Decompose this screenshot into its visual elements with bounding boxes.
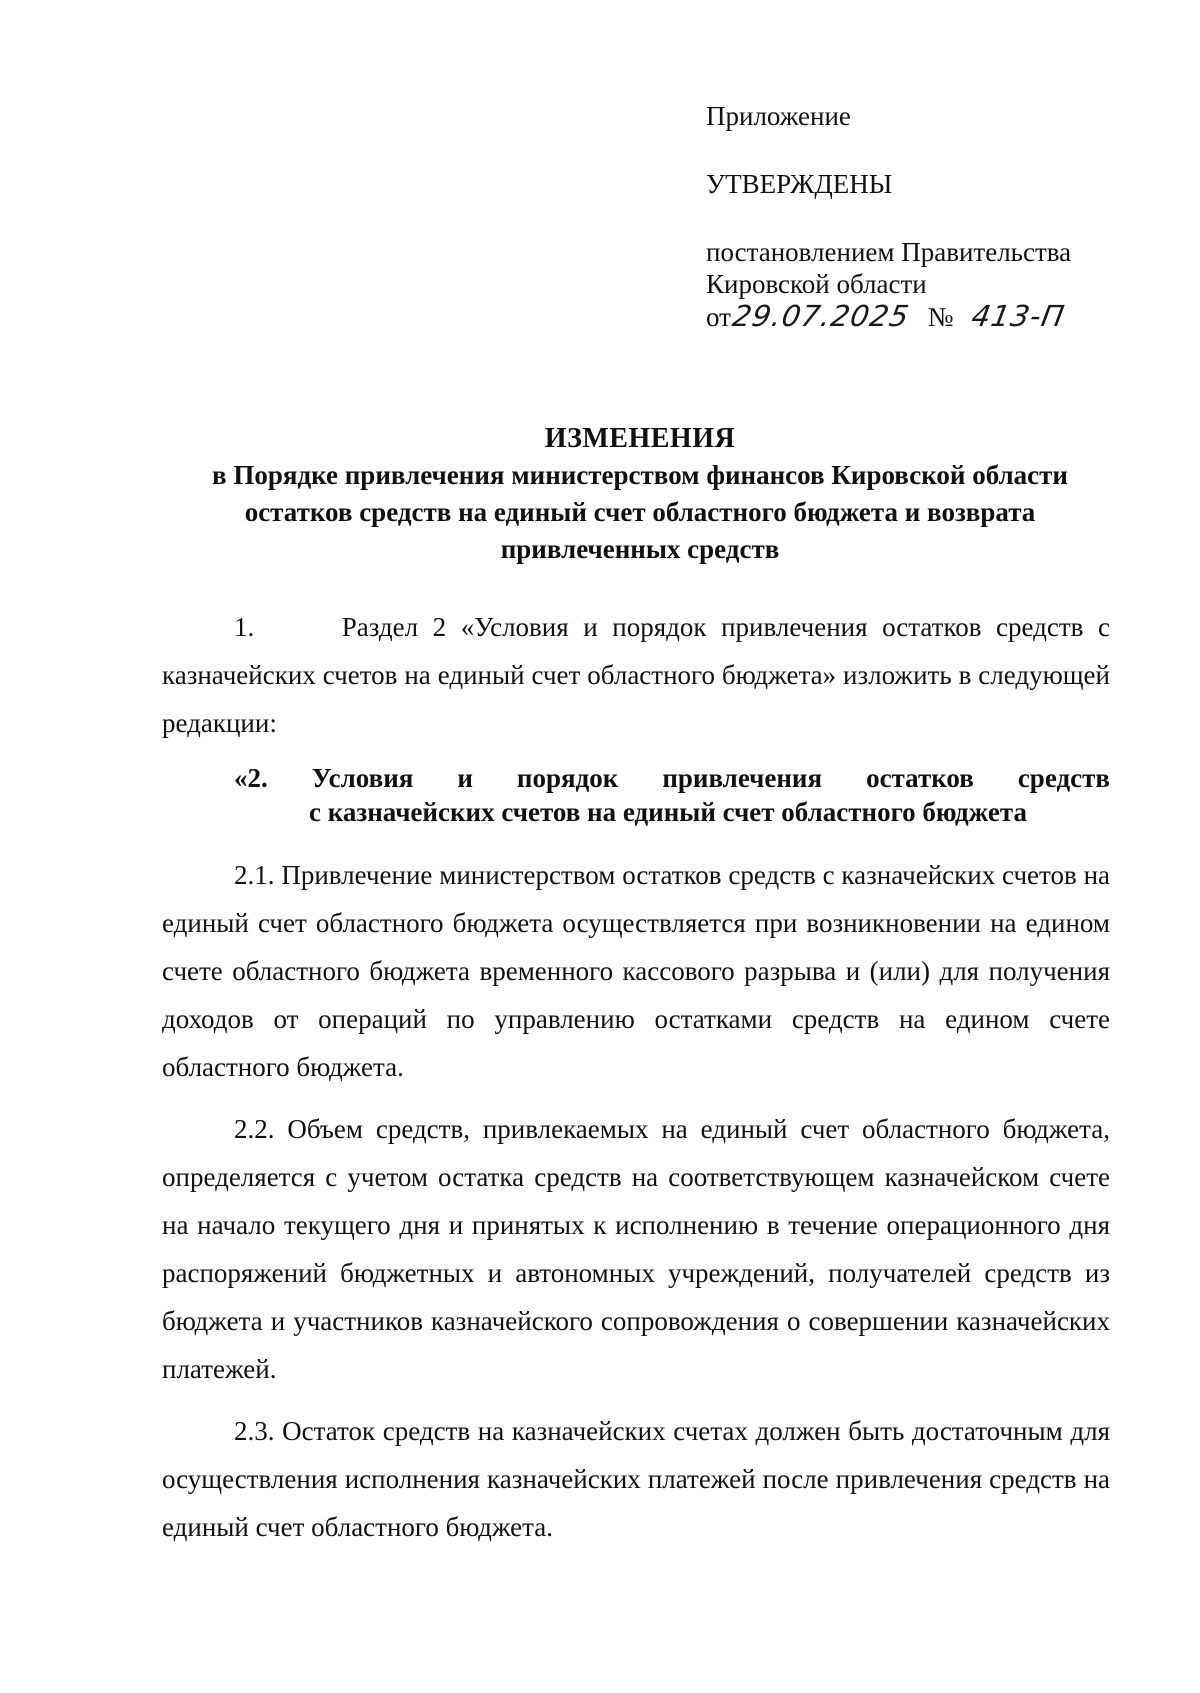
document-title: [140, 420, 1140, 568]
approval-stamp-block: [706, 100, 1146, 333]
date-prefix: от: [706, 302, 731, 332]
paragraph-2-3: 2.3. Остаток средств на казначейских счетах должен быть достаточным для осуществления исполнения казначейских платежей после привлечения средств на единый счет областного бюджета.: [162, 1416, 1110, 1542]
section-word: и: [457, 763, 473, 793]
document-body: [162, 603, 1117, 1551]
section-word: привлечения: [662, 763, 823, 793]
decree-line-2: Кировской области: [706, 269, 927, 299]
title-main: ИЗМЕНЕНИЯ: [544, 423, 736, 454]
decree-date-number: [706, 300, 1146, 333]
number-sign: №: [927, 302, 954, 332]
handwritten-number: 413-П: [968, 299, 1068, 333]
title-line-2: остатков средств на единый счет областного бюджета и возврата: [244, 497, 1036, 527]
title-line-1: в Порядке привлечения министерством финансов Кировской области: [212, 460, 1068, 490]
paragraph-item-1: 1. Раздел 2 «Условия и порядок привлечения остатков средств с казначейских счетов на единый счет областного бюджета» изложить в следующей редакции:: [162, 612, 1117, 738]
handwritten-date: 29.07.2025: [729, 299, 912, 333]
paragraph-2-1: 2.1. Привлечение министерством остатков средств с казначейских счетов на единый счет областного бюджета осуществляется при возникновении на едином счете областного бюджета временного кассового разрыва и (или) для получения доходов от операций по управлению остатками средств на едином счете областного бюджета.: [162, 860, 1110, 1082]
decree-line-1: постановлением Правительства: [706, 237, 1072, 267]
section-word: остатков: [866, 763, 974, 793]
paragraph-2-2: 2.2. Объем средств, привлекаемых на единый счет областного бюджета, определяется с учетом остатка средств на соответствующем казначейском счете на начало текущего дня и принятых к исполнению в течение операционного дня распоряжений бюджетных и автономных учреждений, получателей средств из бюджета и участников казначейского сопровождения о совершении казначейских платежей.: [162, 1114, 1110, 1384]
section-word: Условия: [311, 763, 414, 793]
section-2-heading: [162, 761, 1110, 829]
decree-reference: [706, 236, 1146, 333]
section-word: порядок: [516, 763, 619, 793]
title-line-3: привлеченных средств: [500, 534, 780, 564]
appendix-label: Приложение: [706, 101, 851, 131]
section-heading-line-1: [162, 761, 1110, 795]
section-word: средств: [1017, 763, 1110, 793]
section-word: «2.: [234, 763, 268, 793]
approved-label: УТВЕРЖДЕНЫ: [706, 169, 893, 199]
section-heading-line-2: с казначейских счетов на единый счет областного бюджета: [309, 797, 1027, 827]
